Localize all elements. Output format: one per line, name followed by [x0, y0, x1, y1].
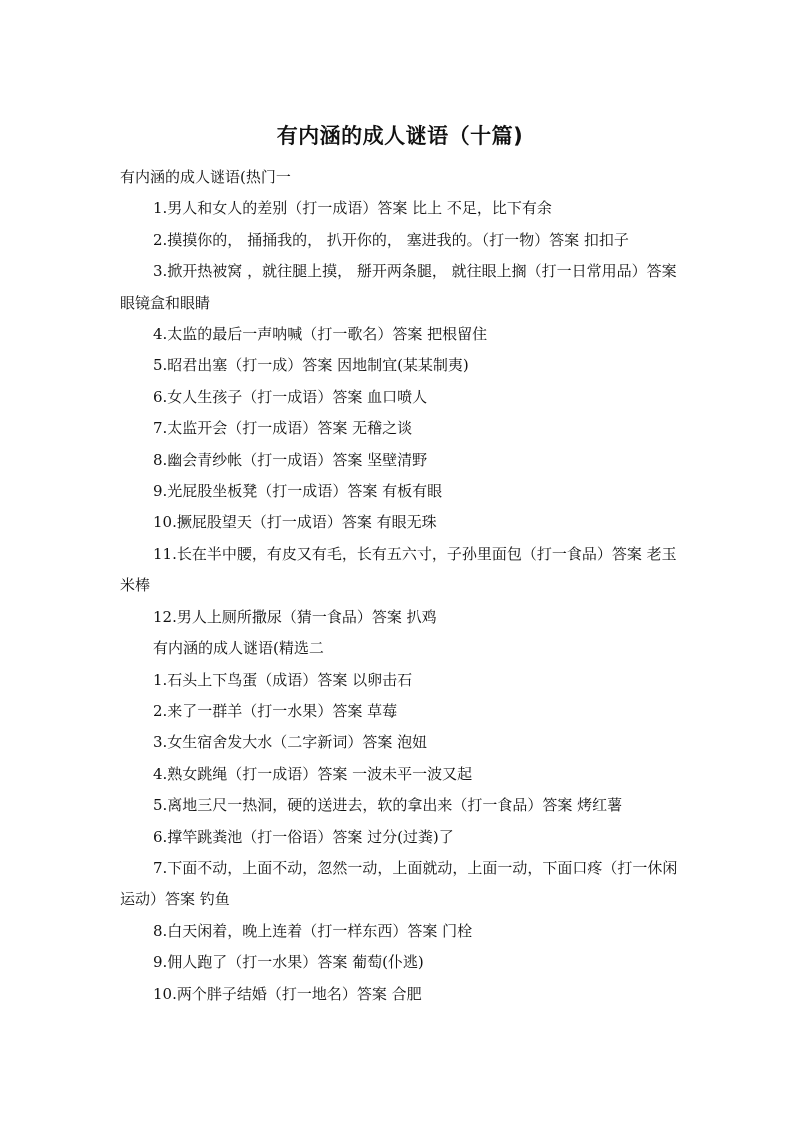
riddle-item: 4.太监的最后一声呐喊（打一歌名）答案 把根留住 — [153, 325, 488, 344]
riddle-item: 4.熟女跳绳（打一成语）答案 一波未平一波又起 — [153, 764, 473, 783]
riddle-item: 6.女人生孩子（打一成语）答案 血口喷人 — [153, 387, 428, 406]
document-body — [120, 162, 686, 1010]
riddle-item: 8.幽会青纱帐（打一成语）答案 坚壁清野 — [153, 450, 428, 469]
section-heading: 有内涵的成人谜语(热门一 — [120, 168, 291, 186]
riddle-item: 5.离地三尺一热洞，硬的送进去，软的拿出来（打一食品）答案 烤红薯 — [153, 796, 623, 815]
riddle-item: 1.男人和女人的差别（打一成语）答案 比上 不足，比下有余 — [153, 199, 552, 218]
riddle-item: 7.太监开会（打一成语）答案 无稽之谈 — [153, 419, 413, 438]
riddle-item: 3.女生宿舍发大水（二字新词）答案 泡妞 — [153, 733, 428, 752]
riddle-item: 11.长在半中腰，有皮又有毛，长有五六寸，子孙里面包（打一食品）答案 老玉米棒 — [120, 544, 677, 595]
document-title: 有内涵的成人谜语（十篇) — [276, 124, 524, 148]
riddle-item: 1.石头上下鸟蛋（成语）答案 以卵击石 — [153, 670, 413, 689]
riddle-item: 2.摸摸你的， 捅捅我的， 扒开你的， 塞进我的。（打一物）答案 扣扣子 — [153, 230, 629, 249]
riddle-item: 7.下面不动，上面不动，忽然一动，上面就动，上面一动，下面口疼（打一休闲运动）答案 钓鱼 — [120, 858, 678, 909]
section-heading: 有内涵的成人谜语(精选二 — [153, 639, 324, 658]
riddle-item: 3.掀开热被窝 ，就往腿上摸， 掰开两条腿， 就往眼上搁（打一日常用品）答案 眼镜盒和眼睛 — [120, 262, 677, 312]
riddle-item: 10.撅屁股望天（打一成语）答案 有眼无珠 — [153, 513, 437, 532]
riddle-item: 10.两个胖子结婚（打一地名）答案 合肥 — [153, 984, 422, 1003]
riddle-item: 9.光屁股坐板凳（打一成语）答案 有板有眼 — [153, 482, 443, 501]
riddle-item: 5.昭君出塞（打一成）答案 因地制宜(某某制夷) — [153, 356, 469, 375]
riddle-item: 9.佣人跑了（打一水果）答案 葡萄(仆逃) — [153, 953, 424, 972]
riddle-item: 2.来了一群羊（打一水果）答案 草莓 — [153, 701, 398, 720]
riddle-item: 6.撑竿跳粪池（打一俗语）答案 过分(过粪)了 — [153, 827, 454, 846]
riddle-item: 12.男人上厕所撒尿（猜一食品）答案 扒鸡 — [153, 607, 437, 626]
riddle-item: 8.白天闲着，晚上连着（打一样东西）答案 门栓 — [153, 921, 473, 940]
